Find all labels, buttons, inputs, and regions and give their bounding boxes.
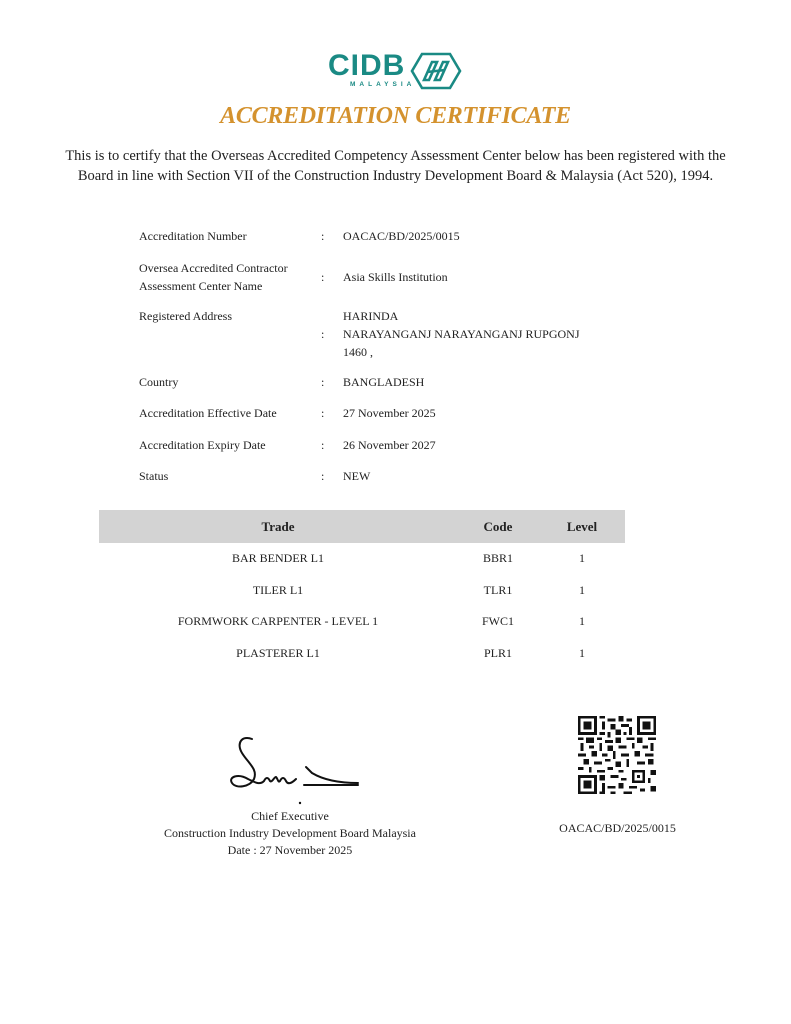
address-line: 1460 , — [343, 345, 373, 359]
detail-separator: : — [321, 270, 325, 284]
table-row — [99, 606, 625, 638]
cell-level: 1 — [579, 645, 585, 660]
status-value: NEW — [343, 469, 371, 483]
certificate-title: ACCREDITATION CERTIFICATE — [220, 103, 571, 129]
detail-label: Oversea Accredited Contractor Assessment Center Name — [139, 261, 288, 293]
detail-value-address — [343, 307, 633, 361]
cell-trade: FORMWORK CARPENTER - LEVEL 1 — [177, 614, 379, 628]
detail-separator: : — [321, 229, 325, 243]
cell-code: PLR1 — [483, 645, 512, 660]
detail-separator: : — [321, 469, 325, 483]
detail-value: 26 November 2027 — [343, 438, 436, 452]
table-row — [99, 575, 625, 607]
table-row — [99, 543, 625, 575]
detail-label: Accreditation Number — [139, 229, 247, 243]
detail-value: BANGLADESH — [343, 375, 425, 389]
address-line: HARINDA — [343, 309, 399, 323]
detail-label: Status — [139, 469, 169, 483]
signatory-block — [130, 808, 450, 859]
detail-separator: : — [321, 375, 325, 389]
qr-caption: OACAC/BD/2025/0015 — [559, 821, 676, 835]
cell-code: TLR1 — [483, 582, 513, 597]
detail-label: Registered Address — [139, 309, 232, 323]
table-row — [99, 638, 625, 670]
cell-level: 1 — [579, 614, 585, 628]
detail-value: Asia Skills Institution — [343, 270, 448, 284]
signatory-organization: Construction Industry Development Board Malaysia — [164, 826, 416, 840]
cidb-emblem-icon — [410, 52, 462, 90]
cell-code: BBR1 — [482, 551, 513, 565]
cidb-logo — [328, 50, 464, 94]
detail-label: Accreditation Expiry Date — [139, 438, 266, 452]
cell-trade: TILER L1 — [252, 582, 304, 597]
table-header — [99, 510, 625, 543]
cell-trade: PLASTERER L1 — [236, 645, 320, 660]
cell-code: FWC1 — [481, 614, 514, 628]
trade-table — [99, 510, 625, 669]
signature-date: Date : 27 November 2025 — [227, 843, 353, 857]
signatory-title: Chief Executive — [251, 809, 329, 823]
certification-statement: This is to certify that the Overseas Accredited Competency Assessment Center below has been registered with the Board in line with Section VII of the Construction Industry Development Board & Malaysia (Act 520), 1994. — [65, 148, 726, 184]
detail-separator: : — [321, 438, 325, 452]
qr-code-icon — [578, 716, 656, 794]
cell-level: 1 — [579, 582, 585, 597]
header-trade: Trade — [261, 519, 295, 534]
detail-value: OACAC/BD/2025/0015 — [343, 229, 460, 243]
cell-trade: BAR BENDER L1 — [231, 551, 324, 565]
detail-separator: : — [321, 406, 325, 420]
detail-value: 27 November 2025 — [343, 406, 436, 420]
cell-level: 1 — [579, 551, 585, 565]
signature-icon — [222, 733, 372, 805]
header-code: Code — [483, 519, 513, 534]
address-line: NARAYANGANJ NARAYANGANJ RUPGONJ — [343, 327, 580, 341]
detail-label: Country — [139, 375, 179, 389]
logo-subtitle: MALAYSIA — [350, 81, 416, 88]
logo-text: CIDB — [328, 49, 406, 82]
detail-separator: : — [321, 327, 325, 341]
detail-label: Accreditation Effective Date — [139, 406, 277, 420]
header-level: Level — [566, 519, 598, 534]
